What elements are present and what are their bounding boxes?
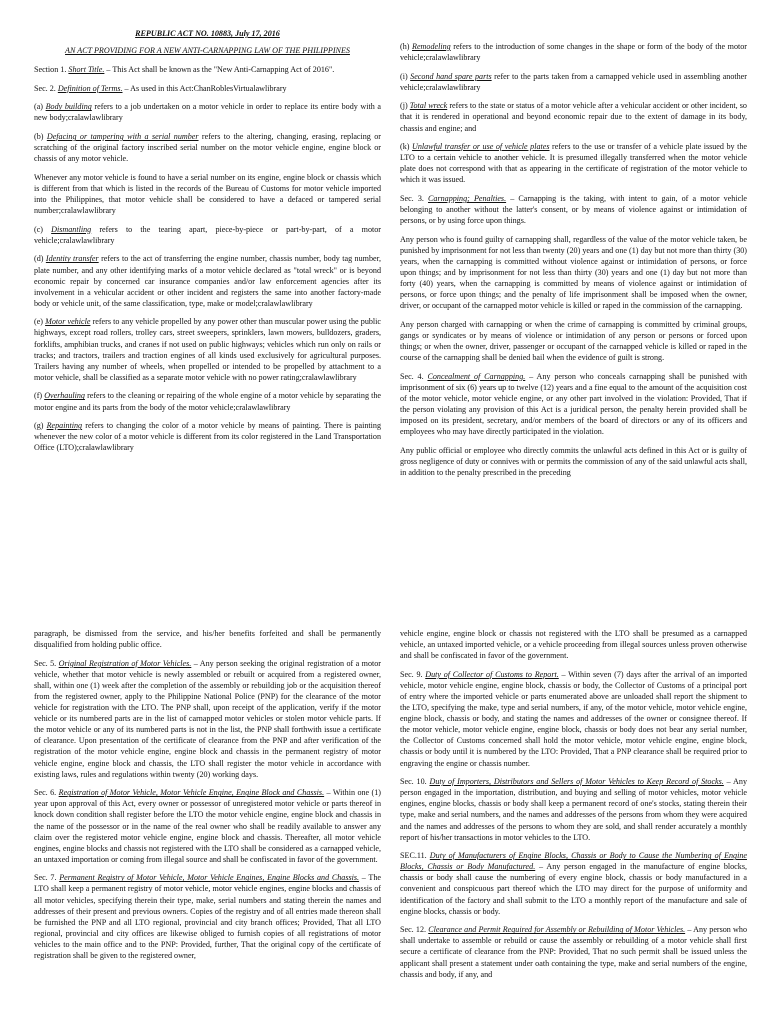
paragraph-text: refers to the altering, changing, erasing, replacing or scratching of the original factory inscribed serial number on the motor vehicle engine, engine block or chassis of any motor vehicle.: [34, 132, 381, 164]
paragraph: [400, 141, 747, 185]
paragraph: [400, 100, 747, 133]
paragraph-lead: (b): [34, 132, 47, 142]
paragraph-term: Identity transfer: [45, 254, 99, 264]
paragraph: [400, 628, 747, 661]
paragraph: [34, 224, 381, 246]
paragraph-text: – This Act shall be known as the "New Anti-Carnapping Act of 2016".: [104, 65, 335, 75]
paragraph-term: Registration of Motor Vehicle, Motor Vehicle Engine, Engine Block and Chassis.: [58, 788, 325, 798]
paragraph-lead: (a): [34, 102, 46, 112]
paragraph-text: refers to the tearing apart, piece-by-piece or part-by-part, of a motor vehicle;cralawlawlibrary: [34, 224, 381, 245]
paragraph-lead: Sec. 3.: [400, 194, 429, 204]
paragraph-term: Concealment of Carnapping.: [427, 371, 526, 381]
paragraph: [34, 172, 381, 216]
paragraph-lead: (h): [400, 42, 413, 51]
paragraph-text: Any person who is found guilty of carnapping shall, regardless of the value of the motor vehicle taken, be punished by imprisonment for not less than twenty (20) years and one (1) day but not more than thirty (30) years, when the carnapping is committed without violence against or intimidation of persons, or force upon things; and by imprisonment for not less than thirty (30) years and one (1) day but not more than forty (40) years, when the carnapping is committed by means of violence against or intimidation of persons, or force upon things; and the penalty of life imprisonment shall be imposed when the owner, driver, or occupant of the carnapped motor vehicle is killed or raped in the commission of the carnapping.: [400, 234, 747, 311]
paragraph-term: Total wreck: [409, 101, 448, 111]
paragraph-text: Any public official or employee who directly commits the unlawful acts defined in this Act or is guilty of gross negligence of duty or connives with or permits the commission of any of the said unlawful acts shall, in addition to the penalty prescribed in the preceding: [400, 445, 747, 478]
paragraph: [400, 41, 747, 63]
right-column-top: [400, 41, 747, 486]
paragraph-text: – Within seven (7) days after the arrival of an imported vehicle, motor vehicle engine, engine block, chassis or body, the Collector of Customs of a principal port of entry where the imported vehicle or parts enumerated above are unloaded shall report the shipment to the LTO, specifying the make, type and serial numbers, if any, of the motor vehicle, motor vehicle engine, engine block, chassis or body, and stating the names and addresses of the owner or consignee thereof. If the motor vehicle, motor vehicle engine, engine block, chassis or body does not bear any serial number, the Collector of Customs concerned shall hold the motor vehicle, motor vehicle engine, engine block, chassis or body until it is numbered by the LTO: Provided, That a PNP clearance shall be required prior to engraving the engine or chassis number.: [400, 669, 747, 768]
paragraph-text: refers to the act of transferring the engine number, chassis number, body tag number, plate number, and any other identifying marks of a motor vehicle declared as "total wreck" or is beyond economic repair by concerned car insurance companies and/or law enforcement agencies after its involvement in a vehicular accident or other incident and registers the same into another factory-made body or vehicle unit, of the same classification, type, make or model;cralawlawlibrary: [34, 254, 381, 308]
paragraph: [34, 420, 381, 453]
paragraph-text: – The LTO shall keep a permanent registry of motor vehicle, motor vehicle engines, engine blocks and chassis of all motor vehicles, specifying therein their type, make, serial numbers and stating therein the names and addresses of their present and previous owners. Copies of the registry and of all entries made thereon shall be furnished the PNP and all LTO regional, provincial and city branch offices; Provided, That all LTO regional, provincial and city offices are likewise obliged to furnish copies of all registrations of motor vehicles to the main office and to the PNP: Provided, further, That the original copy of the certificate of registration shall be given to the registered owner,: [34, 873, 381, 961]
paragraph-term: Duty of Collector of Customs to Report.: [425, 669, 559, 679]
paragraph-text: refer to the parts taken from a carnapped vehicle used in assembling another vehicle;cralawlawlibrary: [400, 71, 747, 92]
paragraph-text: refers to the introduction of some changes in the shape or form of the body of the motor vehicle;cralawlawlibrary: [400, 42, 747, 63]
paragraph-lead: Sec. 6.: [34, 788, 59, 798]
paragraph-term: Defacing or tampering with a serial number: [46, 132, 199, 142]
paragraph-text: vehicle engine, engine block or chassis not registered with the LTO shall be presumed as a carnapped vehicle, an untaxed imported vehicle, or a vehicle proceeding from illegal sources unless proven otherwise and shall be confiscated in favor of the government.: [400, 629, 747, 661]
paragraph-text: Any person charged with carnapping or when the crime of carnapping is committed by criminal groups, gangs or syndicates or by means of violence or intimidation of any person or persons or forced upon things; or when the owner, driver, passenger or occupant of the carnapped vehicle is killed or raped in the course of the carnapping shall be denied bail when the evidence of guilt is strong.: [400, 319, 747, 363]
paragraph-term: Overhauling: [44, 391, 85, 401]
paragraph-list: [34, 628, 381, 961]
paragraph-term: Second hand spare parts: [410, 71, 492, 81]
paragraph-term: Dismantling: [51, 224, 92, 234]
paragraph: [400, 319, 747, 363]
paragraph: [400, 850, 747, 917]
paragraph: [34, 64, 381, 75]
paragraph-text: – Any person who shall undertake to assemble or rebuild or cause the assembly or rebuilding of a motor vehicle shall first secure a certificate of clearance from the PNP: Provided, That no such permit shall be issued unless the applicant shall present a statement under oath containing the type, make and serial numbers of the engine, chassis and body, if any, and: [400, 925, 747, 979]
paragraph-term: Duty of Importers, Distributors and Sellers of Motor Vehicles to Keep Record of Stocks.: [429, 777, 724, 787]
paragraph-term: Repainting: [46, 421, 83, 431]
paragraph-text: – Within one (1) year upon approval of this Act, every owner or possessor of unregistered motor vehicle or parts thereof in knock down condition shall register before the LTO the motor vehicle engine, engine block and chassis in the name of the possessor or in the name of the real owner who shall be readily available to answer any claim over the registered motor vehicle engine, engine block and chassis. Thereafter, all motor vehicle engines, engine blocks and chassis not registered with the LTO shall be considered as a carnapped vehicle, an untaxed importation or coming from illegal source and shall be confiscated in favor of the government.: [34, 788, 381, 864]
paragraph: [400, 71, 747, 93]
paragraph-text: refers to changing the color of a motor vehicle by means of painting. There is painting whenever the new color of a motor vehicle is different from its color registered in the Land Transportation Office (LTO);cralawlawlibrary: [34, 421, 381, 453]
paragraph-lead: (j): [400, 101, 410, 111]
paragraph: [34, 83, 381, 94]
paragraph-lead: Sec. 5.: [34, 658, 59, 668]
paragraph-lead: (k): [400, 142, 412, 152]
paragraph-lead: Section 1.: [34, 65, 69, 75]
paragraph-list: [34, 64, 381, 453]
paragraph-text: refers to a job undertaken on a motor vehicle in order to replace its entire body with a new body;cralawlawlibrary: [34, 102, 381, 123]
paragraph-list: [400, 628, 747, 980]
paragraph-term: Motor vehicle: [45, 317, 91, 327]
paragraph: [34, 101, 381, 123]
paragraph-list: [400, 41, 747, 478]
paragraph-term: Unlawful transfer or use of vehicle plates: [411, 142, 550, 152]
paragraph-text: refers to any vehicle propelled by any power other than muscular power using the public highways, except road rollers, trolley cars, street sweepers, sprinklers, lawn mowers, bulldozers, graders, forklifts, amphibian trucks, and cranes if not used on public highways; vehicles which run only on rails or tracks; and tractors, trailers and traction engines of all kinds used exclusively for agricultural purposes. Trailers having any number of wheels, when propelled or intended to be propelled by attachment to a motor vehicle, shall be classified as a separate motor vehicle with no power rating;cralawlawlibrary: [34, 317, 381, 382]
paragraph-text: – Carnapping is the taking, with intent to gain, of a motor vehicle belonging to another without the latter's consent, or by means of violence against or intimidation of persons, or by using force upon things.: [400, 194, 747, 226]
right-column-bottom: [400, 628, 747, 987]
paragraph: [34, 872, 381, 961]
paragraph-text: refers to the cleaning or repairing of the whole engine of a motor vehicle by separating the motor engine and its parts from the body of the motor vehicle;cralawlawlibrary: [34, 391, 381, 412]
paragraph-text: – Any person engaged in the importation, distribution, and buying and selling of motor vehicles, motor vehicle engines, engine blocks, chassis or body shall keep a permanent record of one's stocks, stating therein their type, make and serial numbers, and the names and addresses of the persons from whom they were acquired and the names and addresses of the persons to whom they are sold, and shall render accurately a monthly report of his/her transactions in motor vehicles to the LTO.: [400, 777, 747, 842]
paragraph-lead: (d): [34, 254, 46, 264]
paragraph-text: paragraph, be dismissed from the service, and his/her benefits forfeited and shall be permanently disqualified from holding public office.: [34, 629, 381, 650]
paragraph-lead: Sec. 7.: [34, 873, 60, 883]
left-column-bottom: [34, 628, 381, 969]
paragraph: [34, 787, 381, 865]
paragraph: [400, 776, 747, 843]
paragraph-text: – As used in this Act:ChanRoblesVirtualawlibrary: [122, 83, 287, 93]
paragraph-lead: Sec. 9.: [400, 669, 426, 679]
paragraph-term: Duty of Manufacturers of Engine Blocks, Chassis or Body to Cause the Numbering of Engine Blocks, Chassis or Body Manufactured.: [400, 851, 747, 872]
paragraph-text: – Any person seeking the original registration of a motor vehicle, whether that motor vehicle is newly assembled or rebuilt or acquired from a registered owner, shall, within one (1) week after the completion of the assembly or rebuilding job or the acquisition thereof from the registered owner, apply to the Philippine National Police (PNP) for the clearance of the motor vehicle for registration with the LTO. The PNP shall, upon receipt of the application, verify if the motor vehicle or its numbered parts are in the list of carnapped motor vehicles or stolen motor vehicle parts. If the motor vehicle or any of its numbered parts is not in the list, the PNP shall forthwith issue a certificate of clearance. Upon presentation of the certificate of clearance from the PNP and after verification of the registration of the motor vehicle engine, engine block and chassis in the permanent registry of motor vehicle engine, engine block and chassis, the LTO shall register the motor vehicle in accordance with existing laws, rules and regulations within twenty (20) working days.: [34, 658, 381, 779]
paragraph: [34, 253, 381, 308]
paragraph-lead: Sec. 2.: [34, 83, 58, 93]
left-column-top: [34, 28, 381, 461]
page-break: [0, 566, 768, 618]
paragraph-lead: (g): [34, 421, 47, 431]
paragraph-lead: (e): [34, 317, 46, 327]
paragraph: [34, 316, 381, 383]
paragraph-term: Remodeling: [412, 42, 451, 51]
paragraph-lead: (c): [34, 224, 52, 234]
paragraph: [34, 658, 381, 780]
paragraph-term: Body building: [45, 102, 92, 112]
paragraph-text: refers to the use or transfer of a vehicle plate issued by the LTO to a certain vehicle to another vehicle. It is presumed illegally transferred when the motor vehicle plate does not correspond with that as appearing in the certificate of registration of the motor vehicle to which it was issued.: [400, 142, 747, 185]
paragraph: [34, 131, 381, 164]
paragraph-lead: Sec. 12.: [400, 925, 429, 935]
paragraph: [400, 193, 747, 226]
paragraph: [400, 669, 747, 769]
paragraph-lead: (f): [34, 391, 45, 401]
paragraph-text: – Any person who conceals carnapping shall be punished with imprisonment of six (6) years up to twelve (12) years and a fine equal to the amount of the acquisition cost of the motor vehicle, motor vehicle engine, or any other part involved in the violation: Provided, That if the person violating any provision of this Act is a juridical person, the penalty herein provided shall be imposed on its president, secretary, and/or members of the board of directors or any of its officers and employees who may have directly participated in the violation.: [400, 371, 747, 437]
paragraph-term: Original Registration of Motor Vehicles.: [58, 658, 192, 668]
paragraph: [400, 924, 747, 979]
paragraph-term: Carnapping; Penalties.: [428, 194, 507, 204]
paragraph-term: Clearance and Permit Required for Assembly or Rebuilding of Motor Vehicles.: [428, 925, 686, 935]
paragraph-term: Definition of Terms.: [57, 83, 123, 93]
paragraph: [400, 445, 747, 478]
paragraph-text: Whenever any motor vehicle is found to have a serial number on its engine, engine block or chassis which is different from that which is listed in the records of the Bureau of Customs for motor vehicle imported into the Philippines, that motor vehicle shall be considered to have a defaced or tampered serial number;cralawlawlibrary: [34, 172, 381, 216]
paragraph-lead: (i): [400, 71, 411, 81]
paragraph-term: Permanent Registry of Motor Vehicle, Motor Vehicle Engines, Engine Blocks and Chassis.: [59, 873, 360, 883]
document-title: REPUBLIC ACT NO. 10883, July 17, 2016: [135, 29, 280, 38]
paragraph-text: refers to the state or status of a motor vehicle after a vehicular accident or other incident, so that it is rendered in operational and beyond economic repair due to the extent of damage in its body, chassis and engine; and: [400, 101, 747, 133]
paragraph-lead: SEC.11.: [400, 851, 430, 861]
paragraph-lead: Sec. 10.: [400, 777, 430, 787]
paragraph-text: – Any person engaged in the manufacture of engine blocks, chassis or body shall cause the numbering of every engine block, chassis or body manufactured in a convenient and conspicuous part thereof which the LTO may direct for the purpose of uniformity and identification of the factory and shall submit to the LTO a monthly report of the manufacture and sale of engine blocks, chassis or body.: [400, 862, 747, 916]
document-subtitle: AN ACT PROVIDING FOR A NEW ANTI-CARNAPPING LAW OF THE PHILIPPINES: [65, 46, 350, 56]
paragraph: [400, 371, 747, 438]
paragraph: [34, 628, 381, 650]
paragraph: [34, 390, 381, 412]
paragraph-term: Short Title.: [68, 65, 105, 75]
paragraph-lead: Sec. 4.: [400, 371, 428, 381]
paragraph: [400, 234, 747, 312]
